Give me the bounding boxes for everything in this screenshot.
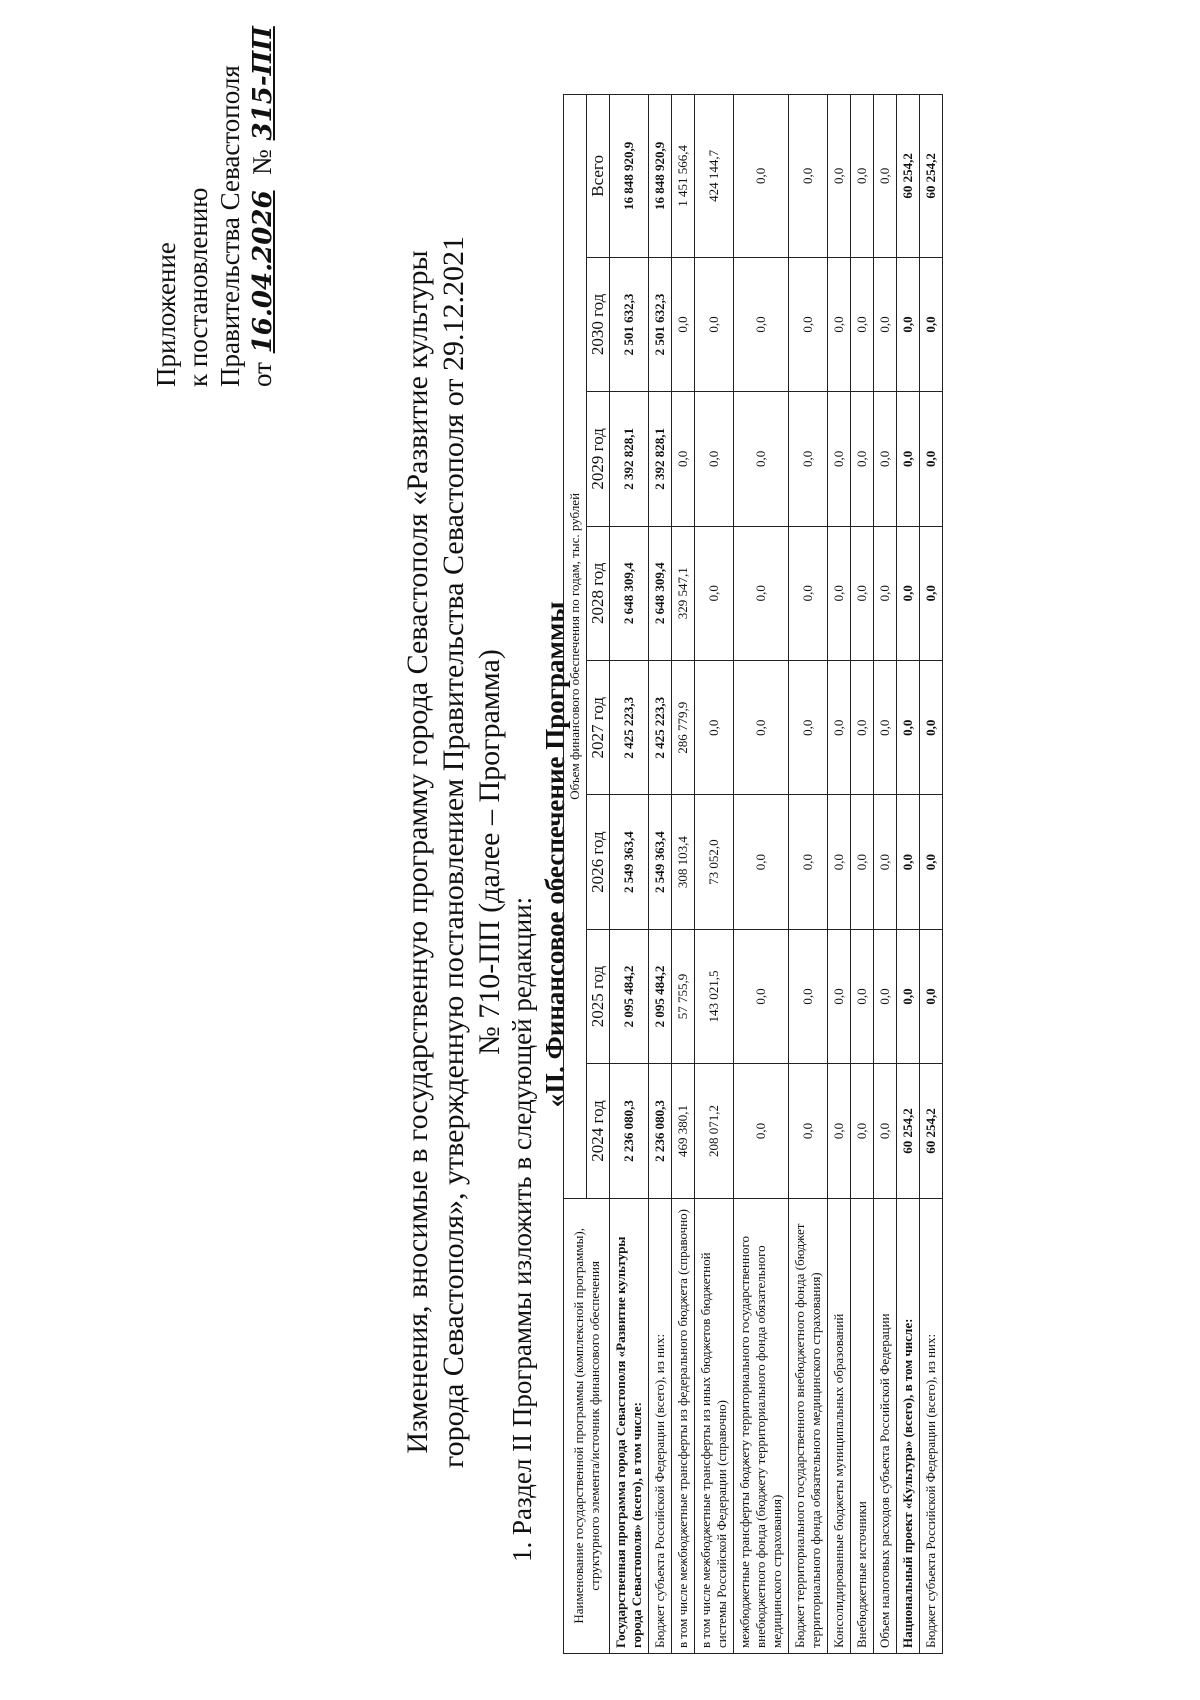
year-value-cell: 0,0 [828,257,851,391]
year-value-cell: 143 021,5 [695,929,734,1063]
year-value-cell: 73 052,0 [695,795,734,929]
appendix-label: Приложение [151,242,181,387]
year-value-cell: 2 501 632,3 [649,257,672,391]
year-value-cell: 0,0 [920,929,943,1063]
row-name-cell: в том числе межбюджетные трансферты из федерального бюджета (справочно) [672,1198,695,1653]
year-value-cell: 2 425 223,3 [649,660,672,794]
year-value-cell: 2 236 080,3 [649,1064,672,1198]
document-page [35,26,1145,1672]
year-value-cell: 0,0 [672,392,695,526]
year-value-cell: 0,0 [920,257,943,391]
year-value-cell: 286 779,9 [672,660,695,794]
total-value-cell: 16 848 920,9 [610,95,649,258]
year-value-cell: 0,0 [734,929,789,1063]
year-value-cell: 0,0 [734,795,789,929]
table-row [828,95,851,1654]
table-row [695,95,734,1654]
year-value-cell: 0,0 [695,660,734,794]
appendix-resolution: к постановлению [183,187,213,387]
year-value-cell: 0,0 [874,1064,897,1198]
table-row [874,95,897,1654]
year-value-cell: 2 549 363,4 [649,795,672,929]
year-header: 2026 год [587,795,610,929]
table-row [672,95,695,1654]
financing-table [563,94,943,1654]
table-row [649,95,672,1654]
table-row [851,95,874,1654]
total-value-cell: 60 254,2 [897,95,920,258]
year-value-cell: 0,0 [734,660,789,794]
year-value-cell: 0,0 [672,257,695,391]
row-name-cell: Объем налоговых расходов субъекта Российской Федерации [874,1198,897,1653]
appendix-government: Правительства Севастополя [215,65,245,387]
year-value-cell: 2 648 309,4 [610,526,649,660]
year-value-cell: 208 071,2 [695,1064,734,1198]
year-value-cell: 0,0 [828,392,851,526]
year-header: 2024 год [587,1064,610,1198]
handwritten-date: 16.04.2026 [248,190,278,354]
total-value-cell: 60 254,2 [920,95,943,258]
year-value-cell: 0,0 [851,929,874,1063]
year-value-cell: 0,0 [851,526,874,660]
year-value-cell: 2 549 363,4 [610,795,649,929]
year-value-cell: 0,0 [828,660,851,794]
year-value-cell: 0,0 [734,526,789,660]
year-value-cell: 2 501 632,3 [610,257,649,391]
year-value-cell: 0,0 [897,660,920,794]
year-value-cell: 0,0 [789,257,828,391]
section-title: «II. Финансовое обеспечение Программы [540,601,570,1108]
year-value-cell: 0,0 [734,1064,789,1198]
year-value-cell: 2 236 080,3 [610,1064,649,1198]
table-row [920,95,943,1654]
total-value-cell: 16 848 920,9 [649,95,672,258]
row-name-cell: Национальный проект «Культура» (всего), в том числе: [897,1198,920,1653]
row-name-cell: Бюджет субъекта Российской Федерации (всего), из них: [649,1198,672,1653]
table-row [897,95,920,1654]
total-value-cell: 0,0 [734,95,789,258]
number-prefix: № [247,149,277,175]
total-value-cell: 0,0 [789,95,828,258]
year-value-cell: 0,0 [897,526,920,660]
year-value-cell: 0,0 [874,660,897,794]
year-value-cell: 0,0 [897,392,920,526]
year-value-cell: 0,0 [851,795,874,929]
year-value-cell: 0,0 [695,392,734,526]
row-name-cell: Внебюджетные источники [851,1198,874,1653]
year-value-cell: 2 392 828,1 [610,392,649,526]
year-value-cell: 0,0 [828,929,851,1063]
year-value-cell: 0,0 [789,929,828,1063]
year-value-cell: 469 380,1 [672,1064,695,1198]
year-value-cell: 329 547,1 [672,526,695,660]
appendix-date-number [246,24,279,387]
year-value-cell: 0,0 [695,526,734,660]
year-value-cell: 0,0 [874,257,897,391]
year-value-cell: 0,0 [920,660,943,794]
row-name-cell: Бюджет территориального государственного внебюджетного фонда (бюджет территориального фонда обязательного медицинского страхования) [789,1198,828,1653]
year-value-cell: 0,0 [828,795,851,929]
table-row [734,95,789,1654]
total-value-cell: 0,0 [874,95,897,258]
row-name-cell: в том числе межбюджетные трансферты из иных бюджетов бюджетной системы Российской Федерации (справочно) [695,1198,734,1653]
year-value-cell: 0,0 [789,660,828,794]
year-value-cell: 57 755,9 [672,929,695,1063]
row-name-cell: Бюджет субъекта Российской Федерации (всего), из них: [920,1198,943,1653]
year-value-cell: 0,0 [851,392,874,526]
year-value-cell: 0,0 [874,795,897,929]
intro-text: 1. Раздел II Программы изложить в следующей редакции: [507,896,537,1562]
year-value-cell: 60 254,2 [920,1064,943,1198]
total-value-cell: 0,0 [828,95,851,258]
year-value-cell: 0,0 [897,929,920,1063]
year-value-cell: 0,0 [874,929,897,1063]
year-value-cell: 0,0 [897,795,920,929]
year-value-cell: 0,0 [789,795,828,929]
row-name-cell: Государственная программа города Севастополя «Развитие культуры города Севастополя» (всего), в том числе: [610,1198,649,1653]
year-value-cell: 0,0 [734,392,789,526]
year-value-cell: 0,0 [874,392,897,526]
year-value-cell: 0,0 [851,660,874,794]
total-value-cell: 0,0 [851,95,874,258]
year-value-cell: 0,0 [695,257,734,391]
year-header: 2027 год [587,660,610,794]
year-value-cell: 0,0 [851,1064,874,1198]
year-header: 2025 год [587,929,610,1063]
total-header: Всего [587,95,610,258]
title-line-1: Изменения, вносимые в государственную программу города Севастополя «Развитие культуры [401,250,434,1454]
from-prefix: от [247,362,277,387]
year-value-cell: 0,0 [828,1064,851,1198]
year-value-cell: 0,0 [851,257,874,391]
total-value-cell: 424 144,7 [695,95,734,258]
year-value-cell: 0,0 [789,526,828,660]
year-value-cell: 2 425 223,3 [610,660,649,794]
year-header: 2030 год [587,257,610,391]
year-value-cell: 308 103,4 [672,795,695,929]
year-value-cell: 2 095 484,2 [649,929,672,1063]
year-value-cell: 0,0 [789,1064,828,1198]
year-value-cell: 2 648 309,4 [649,526,672,660]
volume-column-header: Объем финансового обеспечения по годам, тыс. рублей [564,95,587,1199]
row-name-cell: межбюджетные трансферты бюджету территориального государственного внебюджетного фонда (бюджету территориального фонда обязательного медицинского страхования) [734,1198,789,1653]
year-value-cell: 0,0 [897,257,920,391]
appendix-block [150,24,279,387]
handwritten-number: 315-ПП [248,26,278,141]
year-value-cell: 0,0 [734,257,789,391]
year-value-cell: 0,0 [920,392,943,526]
year-value-cell: 0,0 [828,526,851,660]
year-value-cell: 0,0 [920,526,943,660]
total-value-cell: 1 451 566,4 [672,95,695,258]
document-title [400,132,508,1572]
year-header: 2029 год [587,392,610,526]
table-row [789,95,828,1654]
title-line-2: города Севастополя», утвержденную постановлением Правительства Севастополя от 29.12.2021 [437,236,470,1468]
table-row [610,95,649,1654]
year-value-cell: 60 254,2 [897,1064,920,1198]
title-line-3: № 710-ПП (далее – Программа) [473,649,506,1055]
year-value-cell: 2 095 484,2 [610,929,649,1063]
year-value-cell: 0,0 [789,392,828,526]
year-value-cell: 0,0 [920,795,943,929]
table-header-row [564,95,587,1654]
year-header: 2028 год [587,526,610,660]
name-column-header: Наименование государственной программы (комплексной программы), структурного элемента/источник финансового обеспечения [564,1198,610,1653]
year-value-cell: 0,0 [874,526,897,660]
row-name-cell: Консолидированные бюджеты муниципальных образований [828,1198,851,1653]
year-value-cell: 2 392 828,1 [649,392,672,526]
